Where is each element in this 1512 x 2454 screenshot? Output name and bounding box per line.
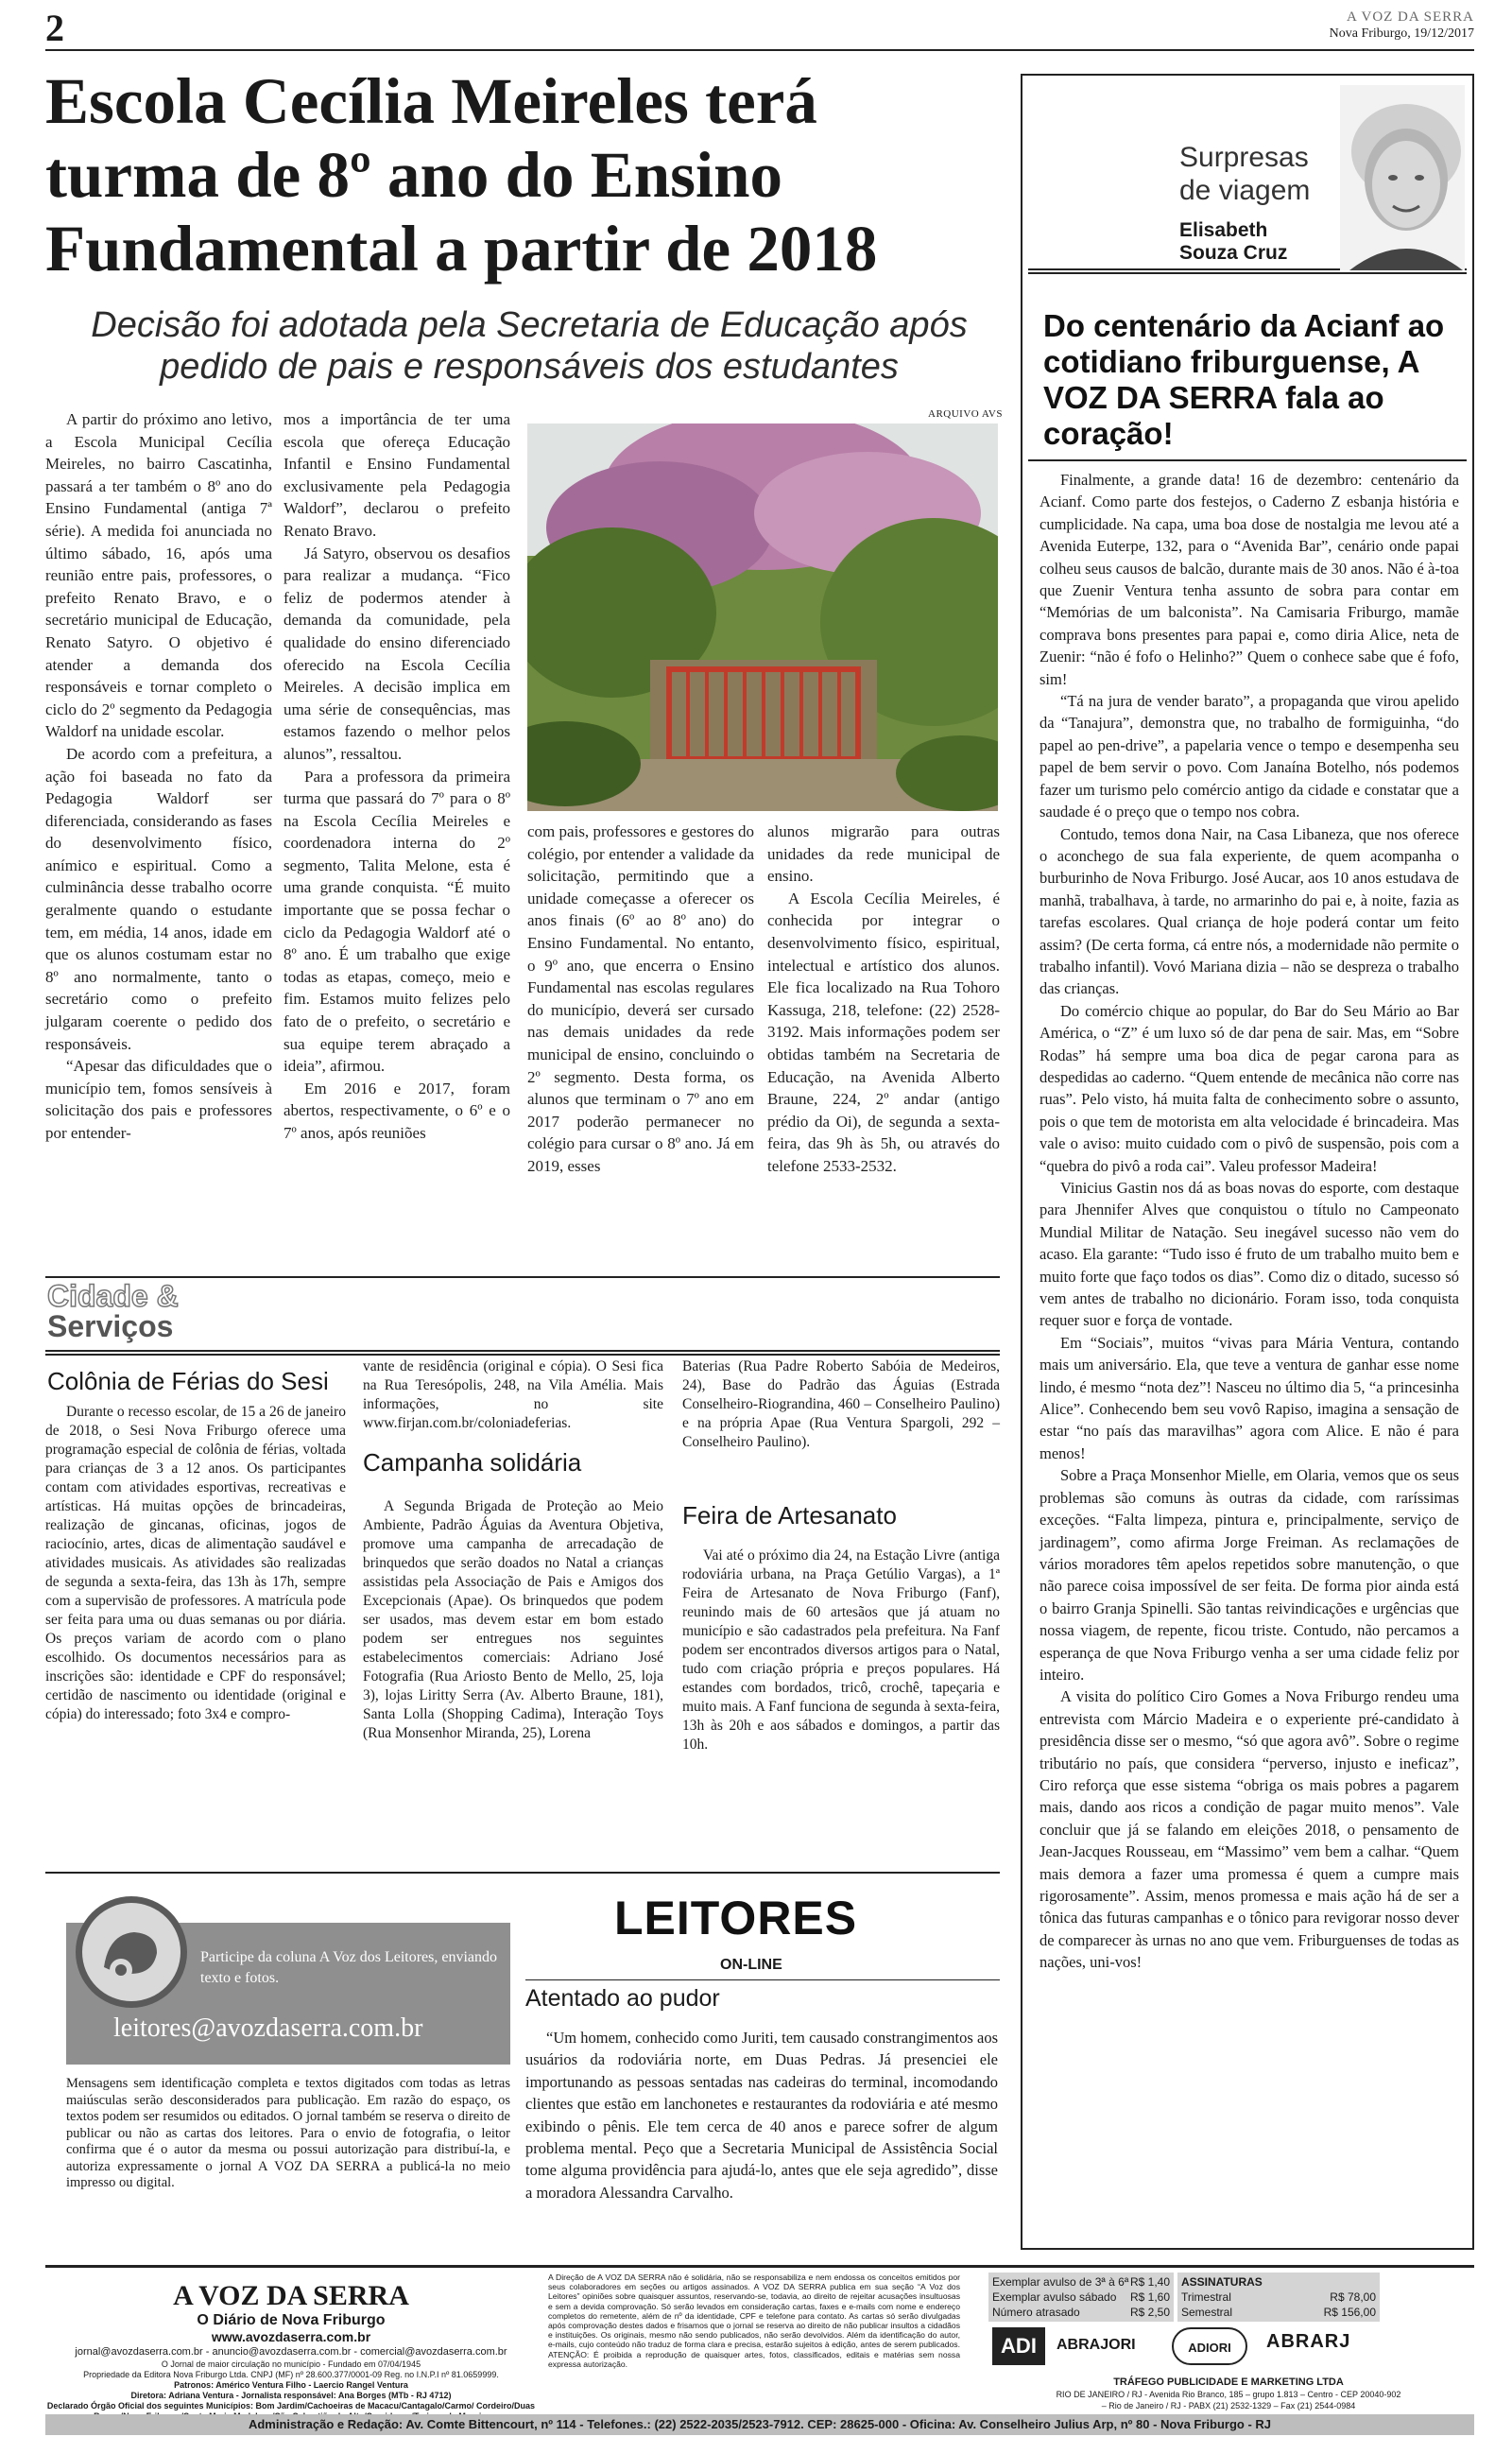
footer-emails[interactable]: jornal@avozdaserra.com.br - anuncio@avozdaserra.com.br - comercial@avozdaserra.com.br — [75, 2346, 507, 2358]
sesi-text: Durante o recesso escolar, de 15 a 26 de janeiro de 2018, o Sesi Nova Friburgo oferece uma programação especial de colônia de férias, voltada para crianças de 3 a 12 anos. Os participantes contam com atividades esportivas, recreativas e artísticas. Há muitas opções de brincadeiras, realização de gincanas, oficinas, jogos de raciocínio, artes, dicas de alimentação saudável e atividades musicais. As atividades são realizadas de segunda a sexta-feira, das 13h às 17h, sempre com a supervisão de professores. A matrícula pode ser feita para uma ou duas semanas ou por diária. Os preços variam de acordo com o plano escolhido. Os documentos necessários para as inscrições são: identidade e CPF do responsável; certidão de nascimento ou identidade (original e cópia) do interessado; foto 3x4 e compro- — [45, 1404, 346, 1722]
leitores-label: LEITORES — [614, 1892, 858, 1944]
footer-disclaimer: A Direção de A VOZ DA SERRA não é solidária, não se responsabiliza e nem endossa os conceitos emitidos por seus colaboradores em seções ou artigos assinados. A VOZ DA SERRA publica em sua seção “A Voz dos Leitores” opiniões sobre quaisquer assuntos, reservando-se, todavia, ao direito de rejeitar acusações insultuosas e sem a devida comprovação. Só serão levados em consideração cartas, faxes e e-mails com nome e endereço completos do remetente, além de nº da identidade, CPF e telefone para contato. As cartas só serão divulgadas após comprovação destes dados e frisamos que o jornal se reserva ao direito de não publicar insultos a cidadãos e instituições. Os originais, mesmo não sendo publicados, não serão devolvidos. Além da identificação do autor, e-mails, cujo conteúdo não traduz de forma clara e precisa, estarão sujeitos à edição, antes de serem publicados. ATENÇÃO: É proibida a reprodução de quaisquer artes, fotos, classificados, editais e matérias sem nossa expressa autorização. — [548, 2273, 960, 2369]
paragraph: Finalmente, a grande data! 16 de dezembro: centenário da Acianf. Como parte dos festejos, o Caderno Z esbanja história e cumplicidade. Na capa, uma boa dose de nostalgia me levou até a Avenida Euterpe, 132, para o “Avenida Bar”, cenário onde papai colheu seus causos de balcão, durante mais de 30 anos. Não é à-toa que Zuenir Ventura tenha assunto de sobra para contar em “Memórias de um balconista”. Na Camisaria Friburgo, mamãe comprava bons presentes para papai e, como diria Alice, neta de Zuenir: “não é fofo o Helinho?” Quem o conhece sabe que é fofo, sim! — [1040, 471, 1459, 688]
footer-info-line: O Jornal de maior circulação no município - Fundado em 07/04/1945 — [161, 2359, 421, 2369]
photo-credit: ARQUIVO AVS — [928, 408, 1003, 420]
leitores-text: “Um homem, conhecido como Juriti, tem causado constrangimentos aos usuários da rodoviária norte, em Duas Pedras. Já presenciei ele importunando as pessoas sentadas nas cadeiras do terminal, incomodando clientes que estão em lanchonetes e restaurantes da rodoviária e até mesmo exibindo o pênis. Ele tem cerca de 40 anos e parece sofrer de algum problema mental. Peço que a Secretaria Municipal de Assistência Social tome alguma providência para ajudá-lo, antes que ele seja agredido”, disse a moradora Alessandra Carvalho. — [525, 2029, 998, 2202]
price-label: Exemplar avulso sábado — [992, 2290, 1117, 2304]
paragraph: com pais, professores e gestores do colégio, por entender a validade da solicitação, permitindo que a unidade começasse a oferecer os anos finais (6º ao 8º ano) do Ensino Fundamental. No entanto, o 9º ano, que encerra o Ensino Fundamental nas escolas regulares do município, deverá ser cursado nas demais unidades da rede municipal de ensino, concluindo o 2º segmento. Desta forma, os alunos que terminam o 7º ano em 2017 poderão permanecer no colégio para cursar o 8º ano. Já em 2019, esses — [527, 822, 754, 1175]
leitores-sublabel: ON-LINE — [720, 1957, 782, 1973]
article-headline: Escola Cecília Meireles terá turma de 8º ano do Ensino Fundamental a partir de 2018 — [45, 65, 878, 285]
leitores-invite: Participe da coluna A Voz dos Leitores, enviando texto e fotos. — [200, 1949, 498, 1986]
issue-date: Nova Friburgo, 19/12/2017 — [1329, 26, 1474, 41]
paragraph: Sobre a Praça Monsenhor Mielle, em Olaria, vemos que os seus problemas são comuns às outras da cidade, com raríssimas exceções. “Falta limpeza, pintura e, principalmente, serviço de jardinagem”, como afirma Jorge Freiman. As reclamações de vários moradores têm apelos repetidos sobre manutenção, o que não parece coisa impossível de ser feita. De forma pior ainda está o bairro Granja Spinelli. São tantas reivindicações e urgências que nossa viagem, de repente, ficou triste. Contudo, não percamos a esperança de que Nova Friburgo venha a ser uma cidade feliz por inteiro. — [1040, 1466, 1459, 1684]
paragraph: “Tá na jura de vender barato”, a propaganda que virou apelido da “Tanajura”, demonstra que, no trabalho de formiguinha, “do papel ao pen-drive”, a papelaria vence o tempo e desempenha seu papel de bem servir o povo. Com Janaína Botelho, nós podemos fazer um turismo pelo comércio antigo da cidade e constatar que a saudade é o preço que o tempo nos cobra. — [1040, 692, 1459, 821]
campanha-text: A Segunda Brigada de Proteção ao Meio Ambiente, Padrão Águias da Aventura Objetiva, promove uma campanha de arrecadação de brinquedos que serão doados no Natal a crianças assistidas pela Associação de Pais e Amigos dos Excepcionais (Apae). Os brinquedos que podem ser usados, mas devem estar em bom estado podem ser entregues nos seguintes estabelecimentos comerciais: Adriano José Fotografia (Rua Ariosto Bento de Mello, 25, loja 3), lojas Liritty Serra (Av. Alberto Braune, 181), Santa Lolla (Shopping Cadima), Interação Toys (Rua Monsenhor Miranda, 25), Lorena — [363, 1498, 663, 1741]
campanha-text-cont: Baterias (Rua Padre Roberto Sabóia de Medeiros, 24), Base do Padrão das Águias (Estrada Conselheiro-Riograndina, 460 – Conselheiro Paulino) e na própria Apae (Rua Ventura Spargoli, 292 – Conselheiro Paulino). — [682, 1358, 1000, 1450]
column-headline-rule — [1028, 459, 1467, 461]
paragraph: Para a professora da primeira turma que passará do 7º para o 8º na Escola Cecília Meireles e coordenadora interna do 2º segmento, Talita Melone, esta é uma grande conquista. “É muito importante que se possa fechar o ciclo da Pedagogia Waldorf até o 8º ano. É um trabalho que exige todas as etapas, começo, meio e fim. Estamos muito felizes pelo fato de o prefeito, o secretário e sua equipe terem abraçado a ideia”, afirmou. — [284, 767, 510, 1076]
price-value: R$ 1,40 — [1129, 2275, 1170, 2289]
article-col-4 — [767, 821, 1000, 1178]
paragraph: A visita do político Ciro Gomes a Nova Friburgo rendeu uma entrevista com Márcio Madeira e o experiente pré-candidato à presidência disse ser o mesmo, “só que agora avô”. Sobre o regime tributário no país, que considera “perverso, injusto e ineficaz”, Ciro reforça que esse sistema “obriga os mais pobres a pagarem mais, dando aos ricos a condição de pagar muito menos”. Vale concluir que já se falando em eleições 2018, o pensamento de Jean-Jacques Rousseau, em “Massimo” vem bem a calhar. “Quem mais demora a fazer uma promessa é quem a cumpre mais rigorosamente”. Assim, menos promessa e mais ação há de ser a tônica das futuras campanhas e o tônico para revigorar nosso dever de comparecer às urnas no ano que vem. Friburguenses de todas as nações, uni-vos! — [1040, 1687, 1459, 1972]
footer-tagline: O Diário de Nova Friburgo — [197, 2312, 386, 2328]
header-rule — [45, 49, 1474, 51]
leitores-notice: Mensagens sem identificação completa e textos digitados com todas as letras maiúsculas serão desconsiderados para publicação. Em razão do espaço, os textos podem ser resumidos ou editados. O jornal também se reserva o direito de publicar ou não as cartas dos leitores. Para o envio de fotografia, o leitor confirma que é o autor da mesma ou possui autorização para distribuí-la, e autoriza expressamente o jornal A VOZ DA SERRA a publicá-la no meio impresso ou digital. — [66, 2076, 510, 2190]
footer-info-line: Diretora: Adriana Ventura - Jornalista responsável: Ana Borges (MTb - RJ 4712) — [130, 2391, 452, 2400]
paragraph: “Apesar das dificuldades que o município tem, fomos sensíveis à solicitação dos pais e professores por entender- — [45, 1057, 272, 1142]
paragraph: A Escola Cecília Meireles, é conhecida por integrar o desenvolvimento físico, espiritual, intelectual e artístico dos alunos. Ele fica localizado na Rua Tohoro Kassuga, 218, telefone: (22) 2528-3192. Mais informações podem ser obtidas também na Secretaria de Educação, na Avenida Alberto Braune, 224, 2º andar (antigo prédio da Oi), de segunda a sexta-feira, das 9h às 5h, ou através do telefone 2533-2532. — [767, 889, 1000, 1175]
cidade-top-rule — [45, 1276, 1000, 1278]
cidade-bottom-rule — [45, 1872, 1000, 1874]
feira-title: Feira de Artesanato — [682, 1501, 897, 1529]
paragraph: Em “Sociais”, muitos “vivas para Mária Ventura, contando mais um aniversário. Ela, que teve a ventura de ganhar esse nome lindo, é mesmo “nota dez”! Nasceu no último dia 5, “a princesinha Alice”. Conhecendo bem seu vovô Rapiso, imagina a sensação de estar “no país das maravilhas” agora com Alice. E não é para menos! — [1040, 1333, 1459, 1462]
adiori-logo: ADIORI — [1172, 2327, 1247, 2365]
subs-label: Semestral — [1181, 2306, 1233, 2319]
garden-gate-photo — [527, 423, 998, 811]
ad-agency-line: – Rio de Janeiro / RJ - PABX (21) 2532-1329 – Fax (21) 2544-0984 — [1101, 2401, 1356, 2411]
paragraph: Vinicius Gastin nos dá as boas novas do esporte, com destaque para Jhennifer Alves que conquistou o título no Campeonato Mundial Militar de Natação. Seu inegável sucesso não vem do acaso. Ela garante: “Tudo isso é fruto de um trabalho muito bem e muito forte que faço todos os dias”. Como diz o ditado, sucesso só vem antes de trabalho no dicionário. Foram isso, toda conquista requer suor e força de vontade. — [1040, 1179, 1459, 1330]
article-photo — [527, 423, 998, 811]
cidade-label-rule — [45, 1350, 1000, 1356]
paragraph: Do comércio chique ao popular, do Bar do Seu Mário ao Bar América, o “Z” é um luxo só de dar pena de sair. Mas, em “Sobre Rodas” há sempre uma boa dica de pegar carona para as despedidas ao caderno. “Quem entende de mecânica não corre nas ruas”. Pelo visto, há muita falta de conhecimento sobre o assunto, pois o que tem de motorista em alta velocidade é brincadeira. Mas vale o aviso: muito cuidado com o pivô de suspensão, pois com a “quebra do pivô a roda cai”. Valeu professor Madeira! — [1040, 1001, 1459, 1175]
paragraph: A partir do próximo ano letivo, a Escola Municipal Cecília Meireles, no bairro Cascatinha, passará a ter também o 8º ano do Ensino Fundamental (antiga 7ª série). A medida foi anunciada no último sábado, 16, após uma reunião entre pais, professores, o prefeito Renato Bravo, e o secretário municipal de Educação, Renato Satyro. O objetivo é atender a demanda dos responsáveis e tornar completo o ciclo do 2º segmento da Pedagogia Waldorf na unidade escolar. — [45, 410, 272, 741]
price-label: Exemplar avulso de 3ª à 6ª — [992, 2275, 1129, 2289]
paragraph: Contudo, temos dona Nair, na Casa Libaneza, que nos oferece o aconchego de sua fala experiente, de quem acompanha o burburinho de Nova Friburgo. José Aucar, aos 10 anos estudava de manhã, trabalhava, à tarde, no armarinho do pai e, à noite, fazia as tarefas escolares. Qual criança de hoje poderá contar um feito assim? (De certa forma, cá entre nós, a modernidade não permite o trabalho infantil). Vovó Mariana dizia – não se despreza o trabalho das crianças. — [1040, 824, 1459, 998]
feira-text: Vai até o próximo dia 24, na Estação Livre (antiga rodoviária urbana, na Praça Getúlio Vargas), a 1ª Feira de Artesanato de Nova Friburgo (Fanf), reunindo mais de 60 artesãos que já atuam no município e são cadastrados pela prefeitura. Na Fanf podem ser encontrados diversos artigos para o Natal, tudo com criação própria e preços populares. Há estandes com bordados, tricô, crochê, tapeçaria e muito mais. A Fanf funciona de segunda à sexta-feira, 13h às 20h e aos sábados e domingos, a partir das 10h. — [682, 1547, 1000, 1753]
cidade-label-2: Serviços — [47, 1309, 174, 1343]
price-row — [992, 2274, 1170, 2290]
article-col-1 — [45, 408, 272, 1145]
footer-info-line: Patronos: Américo Ventura Filho - Laercio Rangel Ventura — [174, 2380, 408, 2390]
sesi-title: Colônia de Férias do Sesi — [47, 1367, 329, 1395]
subs-value: R$ 156,00 — [1323, 2306, 1376, 2319]
article-col-3 — [527, 821, 754, 1178]
leitores-email[interactable]: leitores@avozdaserra.com.br — [113, 2013, 423, 2043]
footer-info — [45, 2359, 537, 2422]
portrait-image — [1340, 85, 1465, 270]
paper-name: A VOZ DA SERRA — [1347, 9, 1474, 25]
footer-top-rule — [45, 2265, 1474, 2268]
subs-row — [1181, 2290, 1376, 2305]
ad-agency-line: RIO DE JANEIRO / RJ - Avenida Rio Branco, 185 – grupo 1.813 – Centro - CEP 20040-902 — [1056, 2390, 1401, 2399]
column-text — [1040, 469, 1459, 1974]
paragraph: De acordo com a prefeitura, a ação foi baseada no fato da Pedagogia Waldorf ser diferenciada, considerando as fases do desenvolvimento físico, anímico e espiritual. Como a culminância desse trabalho ocorre geralmente quando o estudante tem, em média, 14 anos, idade em que os alunos costumam estar no 8º ano normalmente, tanto o secretário como o prefeito julgaram coerente o pedido dos responsáveis. — [45, 744, 272, 1053]
column-headline: Do centenário da Acianf ao cotidiano friburguense, A VOZ DA SERRA fala ao coração! — [1043, 308, 1445, 451]
leitores-title: Atentado ao pudor — [525, 1985, 720, 2012]
price-value: R$ 1,60 — [1129, 2290, 1170, 2304]
page-number: 2 — [45, 7, 64, 49]
subs-row — [1181, 2305, 1376, 2320]
price-label: Número atrasado — [992, 2306, 1080, 2319]
footer-site[interactable]: www.avozdaserra.com.br — [211, 2329, 371, 2344]
paragraph: Já Satyro, observou os desafios para realizar a mudança. “Fico feliz de podermos atender à demanda da comunidade, pela qualidade do ensino diferenciado oferecido na Escola Cecília Meireles. A decisão implica em uma série de consequências, mas estamos fazendo o melhor pelos alunos”, ressaltou. — [284, 544, 510, 763]
speech-icon — [76, 1896, 187, 2008]
paragraph: alunos migrarão para outras unidades da rede municipal de ensino. — [767, 822, 1000, 886]
footer-masthead: A VOZ DA SERRA — [173, 2280, 409, 2311]
subscription-table — [1177, 2273, 1380, 2322]
subs-label: Trimestral — [1181, 2290, 1231, 2304]
column-title-1: Surpresas — [1179, 142, 1309, 173]
column-title-2: de viagem — [1179, 175, 1311, 206]
author-portrait — [1340, 85, 1465, 270]
leitores-rule — [525, 1979, 1000, 1980]
price-table — [988, 2273, 1174, 2322]
cidade-label-1: Cidade & — [47, 1279, 179, 1313]
subs-title: ASSINATURAS — [1181, 2275, 1263, 2289]
footer-info-line: Declarado Órgão Oficial dos seguintes Municípios: Bom Jardim/Cachoeiras de Macacu/Cantagalo/Carmo/ Cordeiro/Duas — [46, 2401, 536, 2411]
footer-bottom-bar: Administração e Redação: Av. Comte Bittencourt, nº 114 - Telefones.: (22) 2522-2035/2523-7912. CEP: 28625-000 - Oficina: Av. Conselheiro Julius Arp, nº 80 - Nova Friburgo - RJ — [45, 2414, 1474, 2435]
campanha-title: Campanha solidária — [363, 1448, 582, 1477]
paragraph: Em 2016 e 2017, foram abertos, respectivamente, o 6º e o 7º anos, após reuniões — [284, 1079, 510, 1142]
subs-value: R$ 78,00 — [1330, 2290, 1376, 2304]
adi-logo: ADI — [992, 2327, 1045, 2365]
price-value: R$ 2,50 — [1129, 2306, 1170, 2319]
sesi-text-cont: vante de residência (original e cópia). O Sesi fica na Rua Teresópolis, 248, na Vila Amélia. Mais informações, no site www.firjan.com.br/coloniadeferias. — [363, 1358, 663, 1431]
footer-info-line: Propriedade da Editora Nova Friburgo Ltda. CNPJ (MF) nº 28.600.377/0001-09 Reg. no I.N.P.I nº 81.0659999. — [83, 2370, 499, 2379]
column-author-1: Elisabeth — [1179, 219, 1268, 241]
leitores-logo-icon — [76, 1896, 187, 2008]
article-col-2 — [284, 408, 510, 1145]
price-row — [992, 2305, 1170, 2320]
article-subheadline: Decisão foi adotada pela Secretaria de Educação após pedido de pais e responsáveis dos estudantes — [91, 305, 968, 387]
paragraph: mos a importância de ter uma escola que ofereça Educação Infantil e Ensino Fundamental exclusivamente pela Pedagogia Waldorf”, declarou o prefeito Renato Bravo. — [284, 410, 510, 540]
column-author-2: Souza Cruz — [1179, 242, 1288, 264]
ad-agency-title: TRÁFEGO PUBLICIDADE E MARKETING LTDA — [1113, 2376, 1344, 2388]
abrajori-logo: ABRAJORI — [1057, 2337, 1136, 2353]
price-row — [992, 2290, 1170, 2305]
abrarj-logo: ABRARJ — [1266, 2331, 1351, 2352]
